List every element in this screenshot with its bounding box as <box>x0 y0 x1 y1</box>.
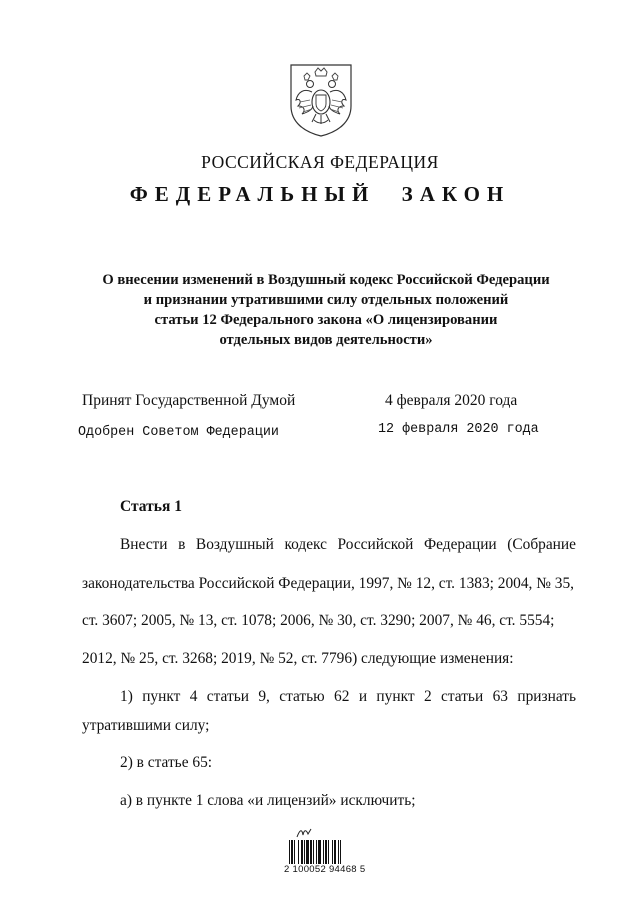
council-approval-date: 12 февраля 2020 года <box>378 422 539 437</box>
title-line: статьи 12 Федерального закона «О лицензировании <box>154 312 498 328</box>
title-line: О внесении изменений в Воздушный кодекс Российской Федерации <box>102 272 550 288</box>
law-title <box>60 270 592 350</box>
article-line: Внести в Воздушный кодекс Российской Федерации (Собрание <box>120 536 576 553</box>
article-heading: Статья 1 <box>120 498 182 515</box>
council-approval-label: Одобрен Советом Федерации <box>78 425 279 440</box>
title-line: отдельных видов деятельности» <box>219 332 433 348</box>
article-line: законодательства Российской Федерации, 1997, № 12, ст. 1383; 2004, № 35, <box>82 575 575 592</box>
duma-adoption-label: Принят Государственной Думой <box>82 392 296 409</box>
title-line: и признании утратившими силу отдельных положений <box>143 292 509 308</box>
signature-mark <box>296 826 312 838</box>
article-line: утратившими силу; <box>82 717 210 734</box>
country-name: РОССИЙСКАЯ ФЕДЕРАЦИЯ <box>201 152 439 172</box>
article-line: 2) в статье 65: <box>120 754 213 771</box>
barcode <box>289 840 361 864</box>
article-line: а) в пункте 1 слова «и лицензий» исключить; <box>120 792 416 809</box>
article-line: 1) пункт 4 статьи 9, статью 62 и пункт 2 статьи 63 признать <box>120 688 576 705</box>
duma-adoption-date: 4 февраля 2020 года <box>385 392 518 409</box>
barcode-number: 2 100052 94468 5 <box>284 864 366 875</box>
article-line: ст. 3607; 2005, № 13, ст. 1078; 2006, № 30, ст. 3290; 2007, № 46, ст. 5554; <box>82 612 555 629</box>
article-line: 2012, № 25, ст. 3268; 2019, № 52, ст. 7796) следующие изменения: <box>82 650 514 667</box>
coat-of-arms-emblem <box>288 62 354 138</box>
law-type-heading: ФЕДЕРАЛЬНЫЙ ЗАКОН <box>129 182 511 206</box>
